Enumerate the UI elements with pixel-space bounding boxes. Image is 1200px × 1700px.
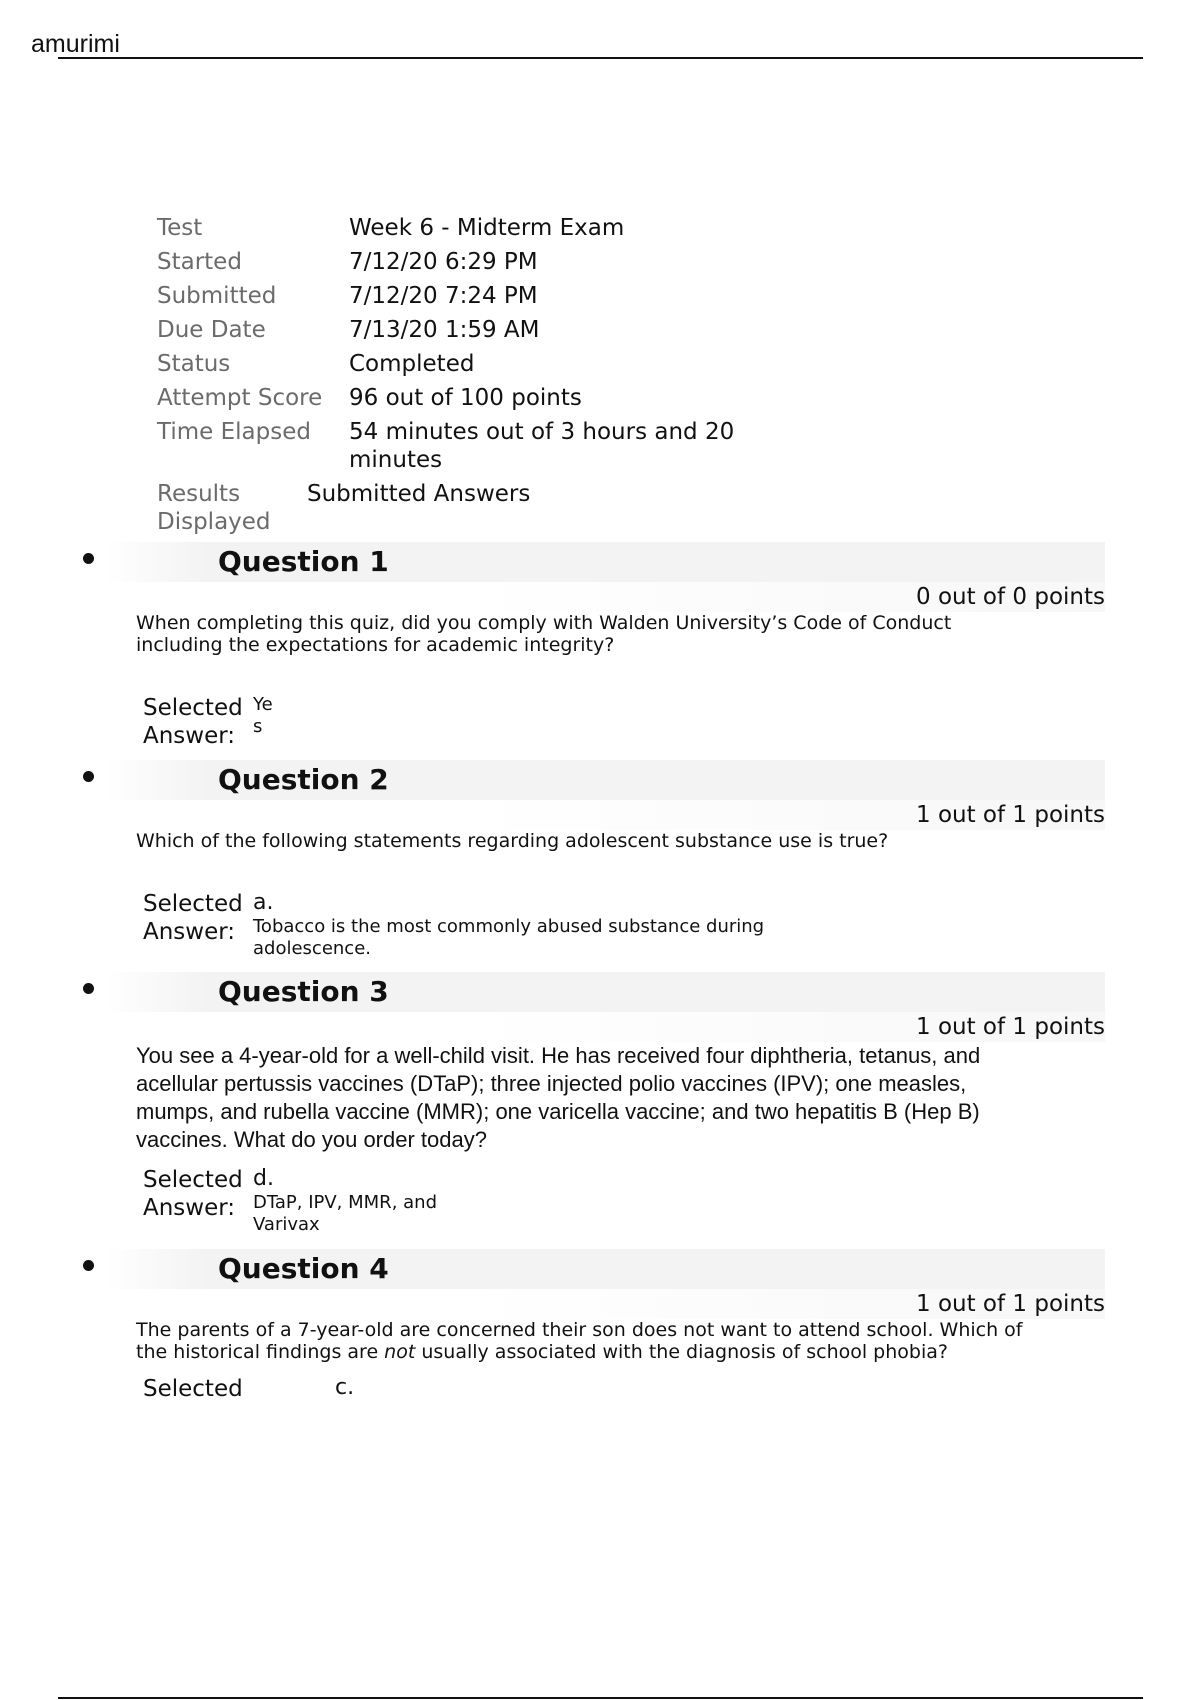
- summary-row-started: [157, 248, 797, 276]
- summary-label: Due Date: [157, 317, 266, 343]
- summary-row-attempt-score: [157, 384, 797, 412]
- answer-letter: c.: [335, 1375, 355, 1400]
- summary-value: Week 6 - Midterm Exam: [349, 215, 625, 241]
- summary-value: 7/12/20 6:29 PM: [349, 249, 538, 275]
- question-title: Question 4: [218, 1252, 389, 1285]
- answer-label: Selected Answer:: [143, 695, 243, 749]
- page-header-username: amurimi: [31, 30, 120, 58]
- header-divider: [58, 57, 1143, 59]
- bullet-icon: [83, 983, 94, 994]
- summary-value: 7/12/20 7:24 PM: [349, 283, 538, 309]
- summary-row-status: [157, 350, 797, 378]
- question-header: [105, 1249, 1105, 1289]
- question-points: 0 out of 0 points: [133, 582, 1105, 612]
- question-text: [136, 1319, 1031, 1363]
- question-title: Question 3: [218, 975, 389, 1008]
- question-text-end: usually associated with the diagnosis of school phobia?: [415, 1341, 948, 1363]
- summary-label: Attempt Score: [157, 385, 323, 411]
- bullet-icon: [83, 771, 94, 782]
- summary-row-test: [157, 214, 797, 242]
- answer-label: Selected: [143, 1376, 243, 1402]
- question-title: Question 1: [218, 545, 389, 578]
- question-2: [85, 760, 1105, 960]
- question-4: [85, 1249, 1105, 1403]
- question-header: [105, 542, 1105, 582]
- answer-text: DTaP, IPV, MMR, and Varivax: [253, 1192, 437, 1235]
- answer-value: [253, 694, 1105, 750]
- question-points: 1 out of 1 points: [133, 1012, 1105, 1042]
- question-points: 1 out of 1 points: [133, 800, 1105, 830]
- summary-label: Results Displayed: [157, 481, 271, 535]
- question-1: [85, 542, 1105, 750]
- selected-answer: [143, 1375, 1105, 1403]
- selected-answer: [143, 694, 1105, 750]
- question-text: You see a 4-year-old for a well-child visit. He has received four diphtheria, tetanus, and acellular pertussis vaccines (DTaP); three injected polio vaccines (IPV); one measles, mumps, and rubella vaccine (MMR); one varicella vaccine; and two hepatitis B (Hep B) vaccines. What do you order today?: [136, 1043, 981, 1152]
- answer-letter: Ye s: [253, 694, 273, 737]
- summary-label: Started: [157, 249, 242, 275]
- summary-row-due-date: [157, 316, 797, 344]
- bullet-icon: [83, 553, 94, 564]
- question-text-start: The parents of a 7-year-old are concerned their son does not want to attend school. Which of the historical findings are: [136, 1319, 1023, 1363]
- summary-label: Submitted: [157, 283, 277, 309]
- question-text-emphasis: not: [384, 1341, 416, 1363]
- answer-value: [253, 890, 1105, 960]
- summary-value: Completed: [349, 351, 475, 377]
- question-title: Question 2: [218, 763, 389, 796]
- summary-value: Submitted Answers: [307, 481, 531, 507]
- question-text: When completing this quiz, did you comply with Walden University’s Code of Conduct including the expectations for academic integrity?: [136, 612, 952, 656]
- answer-value: [335, 1375, 1105, 1403]
- answer-label: Selected Answer:: [143, 891, 243, 945]
- answer-text: Tobacco is the most commonly abused substance during adolescence.: [253, 916, 765, 959]
- summary-value: 96 out of 100 points: [349, 385, 582, 411]
- bullet-icon: [83, 1260, 94, 1271]
- summary-label: Test: [157, 215, 203, 241]
- question-points: 1 out of 1 points: [133, 1289, 1105, 1319]
- question-3: [85, 972, 1105, 1236]
- summary-row-submitted: [157, 282, 797, 310]
- attempt-summary: [157, 214, 797, 542]
- question-text: Which of the following statements regarding adolescent substance use is true?: [136, 830, 889, 852]
- question-header: [105, 972, 1105, 1012]
- answer-letter: d.: [253, 1166, 274, 1191]
- summary-value: 54 minutes out of 3 hours and 20 minutes: [349, 419, 735, 473]
- selected-answer: [143, 1166, 1105, 1236]
- answer-letter: a.: [253, 890, 274, 915]
- footer-divider: [58, 1697, 1143, 1699]
- question-header: [105, 760, 1105, 800]
- summary-row-results-displayed: [157, 480, 797, 536]
- answer-value: [253, 1166, 1105, 1236]
- summary-row-time-elapsed: [157, 418, 797, 474]
- summary-label: Time Elapsed: [157, 419, 311, 445]
- summary-value: 7/13/20 1:59 AM: [349, 317, 540, 343]
- answer-label: Selected Answer:: [143, 1167, 243, 1221]
- summary-label: Status: [157, 351, 231, 377]
- selected-answer: [143, 890, 1105, 960]
